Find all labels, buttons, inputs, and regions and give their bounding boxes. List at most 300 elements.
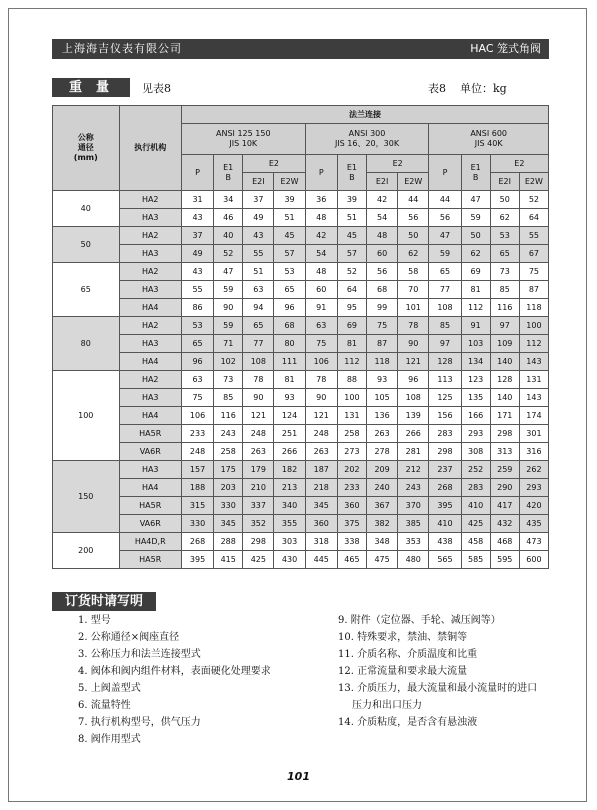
weight-cell: 50 (490, 191, 519, 209)
weight-cell: 290 (490, 479, 519, 497)
list-item: 3. 公称压力和法兰连接型式 (78, 649, 201, 660)
weight-cell: 468 (490, 533, 519, 551)
weight-cell: 78 (305, 371, 337, 389)
weight-cell: 345 (214, 515, 243, 533)
weight-cell: 210 (243, 479, 274, 497)
list-item: 14. 介质粘度，是否含有悬浊液 (338, 717, 478, 728)
actuator-cell: HA3 (119, 245, 181, 263)
weight-cell: 140 (490, 353, 519, 371)
weight-cell: 87 (366, 335, 397, 353)
actuator-cell: HA2 (119, 191, 181, 209)
list-item: 11. 介质名称、介质温度和比重 (338, 649, 478, 660)
weight-cell: 40 (214, 227, 243, 245)
weight-cell: 101 (398, 299, 429, 317)
weight-cell: 91 (305, 299, 337, 317)
table-row (53, 317, 549, 335)
weight-cell: 233 (337, 479, 366, 497)
weight-cell: 259 (490, 461, 519, 479)
header-actuator: 执行机构 (119, 106, 181, 191)
weight-cell: 123 (461, 371, 490, 389)
weight-cell: 62 (461, 245, 490, 263)
weight-cell: 395 (181, 551, 213, 569)
weight-cell: 51 (337, 209, 366, 227)
weight-cell: 48 (305, 209, 337, 227)
weight-cell: 301 (519, 425, 548, 443)
weight-cell: 53 (181, 317, 213, 335)
header-e2i: E2I (366, 173, 397, 191)
weight-cell: 55 (181, 281, 213, 299)
actuator-cell: HA3 (119, 335, 181, 353)
table-row (53, 191, 549, 209)
weight-cell: 100 (519, 317, 548, 335)
weight-cell: 432 (490, 515, 519, 533)
weight-cell: 313 (490, 443, 519, 461)
weight-cell: 281 (398, 443, 429, 461)
order-section-title: 订货时请写明 (52, 592, 156, 611)
weight-cell: 182 (274, 461, 305, 479)
weight-cell: 39 (337, 191, 366, 209)
weight-cell: 348 (366, 533, 397, 551)
weight-cell: 248 (181, 443, 213, 461)
table-row (53, 263, 549, 281)
weight-cell: 100 (337, 389, 366, 407)
weight-cell: 188 (181, 479, 213, 497)
weight-cell: 64 (519, 209, 548, 227)
weight-cell: 81 (337, 335, 366, 353)
weight-cell: 360 (305, 515, 337, 533)
weight-cell: 52 (337, 263, 366, 281)
weight-cell: 48 (305, 263, 337, 281)
weight-cell: 108 (398, 389, 429, 407)
list-item: 7. 执行机构型号，供气压力 (78, 717, 201, 728)
weight-cell: 135 (461, 389, 490, 407)
weight-cell: 318 (305, 533, 337, 551)
weight-cell: 243 (214, 425, 243, 443)
weight-cell: 116 (490, 299, 519, 317)
weight-cell: 353 (398, 533, 429, 551)
header-class-3: ANSI 600 JIS 40K (429, 124, 549, 155)
weight-cell: 315 (181, 497, 213, 515)
table-label: 表8 (428, 82, 446, 95)
header-dn: 公称 通径 (mm) (53, 106, 120, 191)
product-name: HAC 笼式角阀 (470, 42, 541, 55)
weight-cell: 121 (398, 353, 429, 371)
list-item: 8. 阀作用型式 (78, 734, 141, 745)
weight-cell: 73 (214, 371, 243, 389)
weight-cell: 91 (461, 317, 490, 335)
weight-cell: 55 (519, 227, 548, 245)
weight-cell: 156 (429, 407, 461, 425)
weight-cell: 139 (398, 407, 429, 425)
weight-cell: 109 (490, 335, 519, 353)
weight-cell: 112 (519, 335, 548, 353)
weight-cell: 75 (366, 317, 397, 335)
weight-cell: 60 (305, 281, 337, 299)
list-item: 9. 附件（定位器、手轮、减压阀等） (338, 615, 501, 626)
weight-cell: 262 (519, 461, 548, 479)
weight-cell: 263 (305, 443, 337, 461)
weight-cell: 49 (243, 209, 274, 227)
weight-cell: 118 (519, 299, 548, 317)
weight-cell: 430 (274, 551, 305, 569)
unit-label: 单位：kg (460, 82, 507, 95)
weight-cell: 600 (519, 551, 548, 569)
weight-cell: 473 (519, 533, 548, 551)
table-row (53, 335, 549, 353)
weight-cell: 171 (490, 407, 519, 425)
weight-cell: 97 (490, 317, 519, 335)
weight-cell: 56 (429, 209, 461, 227)
weight-cell: 298 (243, 533, 274, 551)
weight-cell: 46 (214, 209, 243, 227)
weight-cell: 62 (490, 209, 519, 227)
weight-cell: 370 (398, 497, 429, 515)
weight-cell: 43 (181, 263, 213, 281)
actuator-cell: HA4 (119, 353, 181, 371)
weight-cell: 283 (429, 425, 461, 443)
weight-cell: 63 (305, 317, 337, 335)
weight-cell: 565 (429, 551, 461, 569)
weight-cell: 42 (366, 191, 397, 209)
weight-cell: 166 (461, 407, 490, 425)
weight-cell: 340 (274, 497, 305, 515)
weight-cell: 128 (490, 371, 519, 389)
table-row (53, 371, 549, 389)
weight-cell: 108 (243, 353, 274, 371)
weight-cell: 53 (274, 263, 305, 281)
weight-cell: 375 (337, 515, 366, 533)
weight-cell: 47 (429, 227, 461, 245)
weight-cell: 233 (181, 425, 213, 443)
header-flange: 法兰连接 (181, 106, 548, 124)
weight-cell: 62 (398, 245, 429, 263)
weight-cell: 95 (337, 299, 366, 317)
weight-cell: 96 (274, 299, 305, 317)
weight-cell: 90 (398, 335, 429, 353)
weight-cell: 203 (214, 479, 243, 497)
weight-cell: 42 (305, 227, 337, 245)
weight-cell: 121 (243, 407, 274, 425)
weight-cell: 59 (214, 317, 243, 335)
weight-cell: 595 (490, 551, 519, 569)
weight-cell: 45 (337, 227, 366, 245)
weight-cell: 78 (398, 317, 429, 335)
actuator-cell: HA2 (119, 317, 181, 335)
weight-cell: 435 (519, 515, 548, 533)
weight-cell: 88 (337, 371, 366, 389)
weight-cell: 288 (214, 533, 243, 551)
list-item: 压力和出口压力 (352, 700, 422, 711)
header-e2w: E2W (274, 173, 305, 191)
weight-cell: 68 (274, 317, 305, 335)
weight-cell: 248 (305, 425, 337, 443)
weight-cell: 417 (490, 497, 519, 515)
weight-cell: 65 (274, 281, 305, 299)
header-e2i: E2I (243, 173, 274, 191)
weight-cell: 337 (243, 497, 274, 515)
weight-cell: 131 (337, 407, 366, 425)
actuator-cell: HA4 (119, 479, 181, 497)
table-row (53, 209, 549, 227)
table-row (53, 299, 549, 317)
weight-cell: 69 (337, 317, 366, 335)
header-class-1: ANSI 125 150 JIS 10K (181, 124, 305, 155)
header-p: P (181, 155, 213, 191)
weight-cell: 293 (461, 425, 490, 443)
weight-cell: 111 (274, 353, 305, 371)
header-e2: E2 (490, 155, 548, 173)
weight-cell: 438 (429, 533, 461, 551)
weight-cell: 316 (519, 443, 548, 461)
weight-cell: 85 (490, 281, 519, 299)
weight-cell: 252 (461, 461, 490, 479)
table-row (53, 425, 549, 443)
weight-cell: 93 (274, 389, 305, 407)
weight-cell: 125 (429, 389, 461, 407)
weight-cell: 273 (337, 443, 366, 461)
weight-cell: 213 (274, 479, 305, 497)
table-row (53, 281, 549, 299)
weight-cell: 298 (429, 443, 461, 461)
weight-cell: 87 (519, 281, 548, 299)
weight-cell: 54 (366, 209, 397, 227)
header-e2: E2 (366, 155, 428, 173)
list-item: 12. 正常流量和要求最大流量 (338, 666, 468, 677)
order-list-left (78, 612, 271, 748)
weight-cell: 31 (181, 191, 213, 209)
weight-cell: 60 (366, 245, 397, 263)
dn-cell: 65 (53, 263, 120, 317)
weight-cell: 97 (429, 335, 461, 353)
weight-cell: 57 (337, 245, 366, 263)
table-row (53, 533, 549, 551)
weight-cell: 268 (181, 533, 213, 551)
header-e1b: E1 B (337, 155, 366, 191)
weight-cell: 63 (181, 371, 213, 389)
weight-cell: 251 (274, 425, 305, 443)
weight-cell: 258 (214, 443, 243, 461)
weight-cell: 103 (461, 335, 490, 353)
weight-cell: 237 (429, 461, 461, 479)
list-item: 6. 流量特性 (78, 700, 131, 711)
dn-cell: 50 (53, 227, 120, 263)
weight-cell: 65 (429, 263, 461, 281)
actuator-cell: HA4D,R (119, 533, 181, 551)
weight-cell: 75 (519, 263, 548, 281)
weight-cell: 263 (366, 425, 397, 443)
weight-cell: 308 (461, 443, 490, 461)
weight-cell: 415 (214, 551, 243, 569)
weight-cell: 44 (398, 191, 429, 209)
weight-cell: 68 (366, 281, 397, 299)
weight-cell: 63 (243, 281, 274, 299)
list-item: 4. 阀体和阀内组件材料，表面硬化处理要求 (78, 666, 271, 677)
weight-cell: 121 (305, 407, 337, 425)
header-e2: E2 (243, 155, 305, 173)
actuator-cell: HA3 (119, 209, 181, 227)
weight-cell: 99 (366, 299, 397, 317)
header-bar (52, 39, 549, 59)
weight-cell: 458 (461, 533, 490, 551)
weight-cell: 65 (181, 335, 213, 353)
weight-cell: 278 (366, 443, 397, 461)
weight-cell: 90 (305, 389, 337, 407)
weight-cell: 70 (398, 281, 429, 299)
weight-cell: 51 (243, 263, 274, 281)
weight-cell: 49 (181, 245, 213, 263)
weight-cell: 410 (429, 515, 461, 533)
actuator-cell: HA5R (119, 551, 181, 569)
weight-cell: 106 (181, 407, 213, 425)
weight-cell: 124 (274, 407, 305, 425)
list-item: 1. 型号 (78, 615, 111, 626)
weight-cell: 187 (305, 461, 337, 479)
weight-cell: 118 (366, 353, 397, 371)
actuator-cell: HA3 (119, 461, 181, 479)
list-item: 13. 介质压力，最大流量和最小流量时的进口 (338, 683, 538, 694)
weight-cell: 81 (461, 281, 490, 299)
weight-cell: 69 (461, 263, 490, 281)
actuator-cell: HA4 (119, 299, 181, 317)
weight-cell: 43 (181, 209, 213, 227)
weight-cell: 54 (305, 245, 337, 263)
header-e2w: E2W (519, 173, 548, 191)
weight-cell: 90 (214, 299, 243, 317)
weight-cell: 57 (274, 245, 305, 263)
actuator-cell: HA3 (119, 281, 181, 299)
weight-cell: 39 (274, 191, 305, 209)
dn-cell: 150 (53, 461, 120, 533)
weight-cell: 283 (461, 479, 490, 497)
actuator-cell: HA5R (119, 497, 181, 515)
list-item: 2. 公称通径×阀座直径 (78, 632, 180, 643)
weight-cell: 338 (337, 533, 366, 551)
weight-cell: 96 (181, 353, 213, 371)
weight-cell: 395 (429, 497, 461, 515)
dn-cell: 200 (53, 533, 120, 569)
weight-cell: 43 (243, 227, 274, 245)
header-e1b: E1 B (214, 155, 243, 191)
weight-cell: 108 (429, 299, 461, 317)
weight-cell: 36 (305, 191, 337, 209)
weight-cell: 174 (519, 407, 548, 425)
weight-cell: 136 (366, 407, 397, 425)
weight-cell: 73 (490, 263, 519, 281)
weight-cell: 59 (429, 245, 461, 263)
page-number: 101 (287, 770, 310, 783)
weight-cell: 50 (461, 227, 490, 245)
weight-cell: 112 (461, 299, 490, 317)
weight-cell: 93 (366, 371, 397, 389)
weight-section-title: 重量 (52, 78, 130, 97)
weight-cell: 134 (461, 353, 490, 371)
weight-cell: 80 (274, 335, 305, 353)
weight-cell: 71 (214, 335, 243, 353)
header-class-2: ANSI 300 JIS 16、20，30K (305, 124, 429, 155)
weight-cell: 106 (305, 353, 337, 371)
dn-cell: 40 (53, 191, 120, 227)
actuator-cell: HA2 (119, 227, 181, 245)
table-row (53, 407, 549, 425)
dn-cell: 100 (53, 371, 120, 461)
weight-cell: 143 (519, 389, 548, 407)
weight-cell: 81 (274, 371, 305, 389)
weight-cell: 128 (429, 353, 461, 371)
actuator-cell: HA2 (119, 371, 181, 389)
weight-cell: 45 (274, 227, 305, 245)
weight-cell: 179 (243, 461, 274, 479)
weight-cell: 266 (274, 443, 305, 461)
weight-cell: 157 (181, 461, 213, 479)
weight-cell: 445 (305, 551, 337, 569)
list-item: 5. 上阀盖型式 (78, 683, 141, 694)
weight-cell: 64 (337, 281, 366, 299)
weight-cell: 116 (214, 407, 243, 425)
weight-cell: 263 (243, 443, 274, 461)
table-row (53, 551, 549, 569)
weight-cell: 34 (214, 191, 243, 209)
weight-cell: 382 (366, 515, 397, 533)
weight-cell: 47 (461, 191, 490, 209)
weight-cell: 59 (214, 281, 243, 299)
weight-cell: 67 (519, 245, 548, 263)
weight-cell: 96 (398, 371, 429, 389)
weight-cell: 75 (181, 389, 213, 407)
table-row (53, 443, 549, 461)
header-p: P (305, 155, 337, 191)
table-row (53, 245, 549, 263)
weight-cell: 53 (490, 227, 519, 245)
weight-cell: 330 (181, 515, 213, 533)
weight-table (52, 105, 549, 569)
header-e1b: E1 B (461, 155, 490, 191)
weight-cell: 85 (429, 317, 461, 335)
weight-cell: 85 (214, 389, 243, 407)
actuator-cell: VA6R (119, 515, 181, 533)
weight-cell: 56 (366, 263, 397, 281)
weight-cell: 248 (243, 425, 274, 443)
weight-cell: 585 (461, 551, 490, 569)
weight-cell: 77 (429, 281, 461, 299)
weight-cell: 360 (337, 497, 366, 515)
weight-cell: 37 (181, 227, 213, 245)
weight-cell: 420 (519, 497, 548, 515)
weight-cell: 385 (398, 515, 429, 533)
dn-cell: 80 (53, 317, 120, 371)
actuator-cell: HA2 (119, 263, 181, 281)
weight-cell: 65 (243, 317, 274, 335)
list-item: 10. 特殊要求，禁油、禁铜等 (338, 632, 468, 643)
weight-cell: 475 (366, 551, 397, 569)
table-row (53, 227, 549, 245)
table-row (53, 479, 549, 497)
weight-cell: 330 (214, 497, 243, 515)
table-row (53, 389, 549, 407)
weight-cell: 218 (305, 479, 337, 497)
order-list-right (338, 612, 537, 731)
weight-cell: 51 (274, 209, 305, 227)
weight-cell: 44 (429, 191, 461, 209)
actuator-cell: HA3 (119, 389, 181, 407)
header-e2w: E2W (398, 173, 429, 191)
weight-cell: 352 (243, 515, 274, 533)
weight-cell: 355 (274, 515, 305, 533)
weight-cell: 77 (243, 335, 274, 353)
weight-cell: 298 (490, 425, 519, 443)
weight-cell: 209 (366, 461, 397, 479)
weight-cell: 50 (398, 227, 429, 245)
weight-cell: 78 (243, 371, 274, 389)
